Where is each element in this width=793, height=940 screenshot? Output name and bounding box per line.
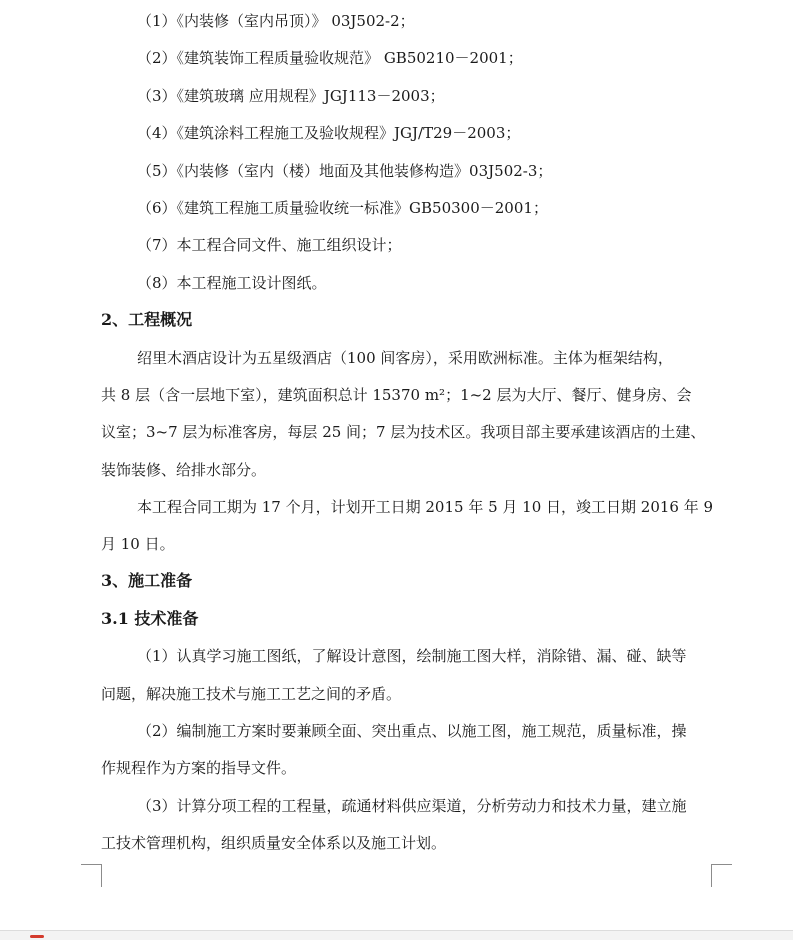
reference-item-8: （8）本工程施工设计图纸。 bbox=[137, 274, 327, 292]
overview-paragraph-line-2: 共 8 层（含一层地下室），建筑面积总计 15370 m²；1~2 层为大厅、餐厅、健身房、会 bbox=[101, 386, 692, 404]
schedule-paragraph-line-2: 月 10 日。 bbox=[101, 535, 175, 553]
overview-paragraph-line-3: 议室；3~7 层为标准客房，每层 25 间；7 层为技术区。我项目部主要承建该酒店的土建、 bbox=[101, 423, 706, 441]
tech-prep-item-2-line-1: （2）编制施工方案时要兼顾全面、突出重点、以施工图，施工规范，质量标准，操 bbox=[137, 722, 687, 740]
tech-prep-item-1-line-1: （1）认真学习施工图纸，了解设计意图，绘制施工图大样，消除错、漏、碰、缺等 bbox=[137, 647, 687, 665]
reference-item-6: （6）《建筑工程施工质量验收统一标准》GB50300－2001； bbox=[137, 199, 548, 217]
reference-item-4: （4）《建筑涂料工程施工及验收规程》JGJ/T29－2003； bbox=[137, 124, 521, 142]
reference-item-5: （5）《内装修（室内（楼）地面及其他装修构造》03J502-3； bbox=[137, 162, 553, 180]
reference-item-1: （1）《内装修（室内吊顶）》 03J502-2； bbox=[137, 12, 415, 30]
subsection-heading-technical-prep: 3.1 技术准备 bbox=[101, 609, 199, 628]
reference-item-2: （2）《建筑装饰工程质量验收规范》 GB50210－2001； bbox=[137, 49, 523, 67]
section-heading-project-overview: 2、工程概况 bbox=[101, 310, 193, 329]
reference-item-7: （7）本工程合同文件、施工组织设计； bbox=[137, 236, 402, 254]
reference-item-3: （3）《建筑玻璃 应用规程》JGJ113－2003； bbox=[137, 87, 445, 105]
overview-paragraph-line-1: 绍里木酒店设计为五星级酒店（100 间客房），采用欧洲标准。主体为框架结构， bbox=[137, 349, 673, 367]
tech-prep-item-2-line-2: 作规程作为方案的指导文件。 bbox=[101, 759, 297, 777]
margin-corner-mark-right bbox=[711, 864, 732, 887]
section-heading-construction-prep: 3、施工准备 bbox=[101, 571, 193, 590]
tech-prep-item-3-line-2: 工技术管理机构，组织质量安全体系以及施工计划。 bbox=[101, 834, 447, 852]
next-page-red-mark bbox=[30, 935, 44, 938]
tech-prep-item-1-line-2: 问题，解决施工技术与施工工艺之间的矛盾。 bbox=[101, 685, 402, 703]
tech-prep-item-3-line-1: （3）计算分项工程的工程量，疏通材料供应渠道，分析劳动力和技术力量，建立施 bbox=[137, 797, 687, 815]
overview-paragraph-line-4: 装饰装修、给排水部分。 bbox=[101, 461, 267, 479]
margin-corner-mark-left bbox=[81, 864, 102, 887]
schedule-paragraph-line-1: 本工程合同工期为 17 个月，计划开工日期 2015 年 5 月 10 日，竣工日期 2016 年 9 bbox=[137, 498, 714, 516]
